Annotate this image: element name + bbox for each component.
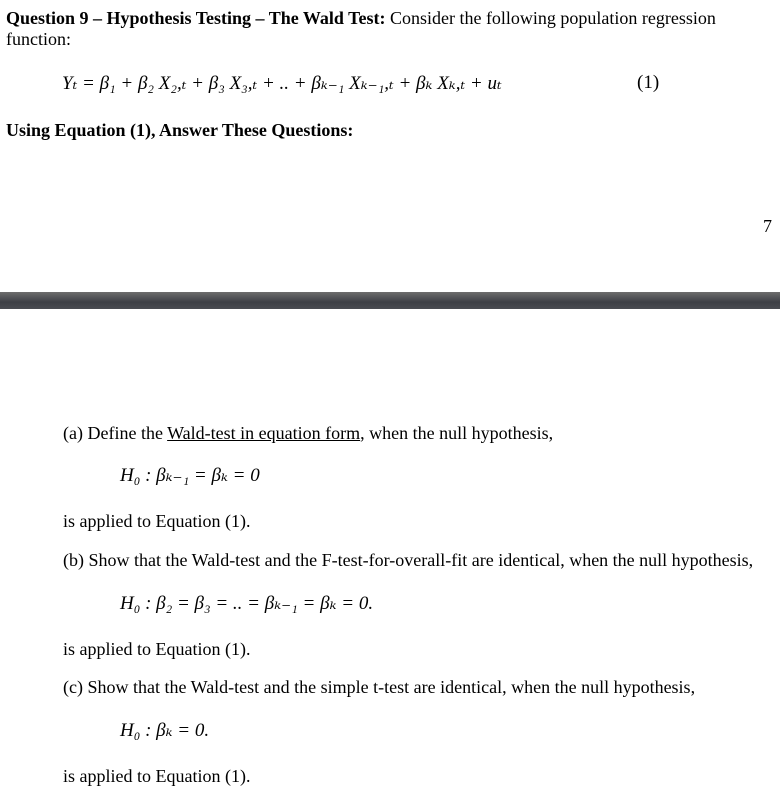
part-a-hypothesis-text: H₀ : βₖ₋₁ = βₖ = 0: [120, 465, 260, 486]
part-a-prefix: (a) Define the: [63, 423, 168, 443]
page-divider: [0, 292, 780, 309]
part-a-applied: is applied to Equation (1).: [63, 511, 251, 531]
part-c-prompt: (c) Show that the Wald-test and the simple t-test are identical, when the null hypothesis,: [63, 677, 696, 697]
part-c-hypothesis: [120, 719, 209, 742]
part-a-prompt: [63, 423, 553, 444]
part-c-applied: is applied to Equation (1).: [63, 766, 251, 786]
part-a-suffix: , when the null hypothesis,: [360, 423, 554, 443]
part-a-underlined: Wald-test in equation form: [167, 423, 361, 443]
part-b-hypothesis: [120, 592, 373, 615]
equation-number: (1): [637, 72, 660, 93]
using-heading: Using Equation (1), Answer These Questions:: [6, 120, 354, 140]
part-b-hypothesis-text: H₀ : β₂ = β₃ = .. = βₖ₋₁ = βₖ = 0.: [120, 593, 374, 614]
part-a-hypothesis: [120, 464, 260, 487]
question-intro: Consider the following population regression function:: [6, 8, 716, 49]
regression-equation: [62, 72, 762, 102]
question-dash: –: [88, 8, 107, 28]
question-label: Question 9: [6, 8, 89, 28]
question-header: [6, 8, 766, 50]
page-number: 7: [763, 216, 772, 236]
part-b-prompt: (b) Show that the Wald-test and the F-test-for-overall-fit are identical, when the null hypothesis,: [63, 550, 754, 570]
part-c-hypothesis-text: H₀ : βₖ = 0.: [120, 720, 210, 741]
regression-equation-text: Yₜ = β₁ + β₂ X₂,ₜ + β₃ X₃,ₜ + .. + βₖ₋₁ Xₖ₋₁,ₜ + βₖ Xₖ,ₜ + uₜ: [62, 73, 502, 94]
question-title: Hypothesis Testing – The Wald Test:: [106, 8, 386, 28]
part-b-applied: is applied to Equation (1).: [63, 639, 251, 659]
